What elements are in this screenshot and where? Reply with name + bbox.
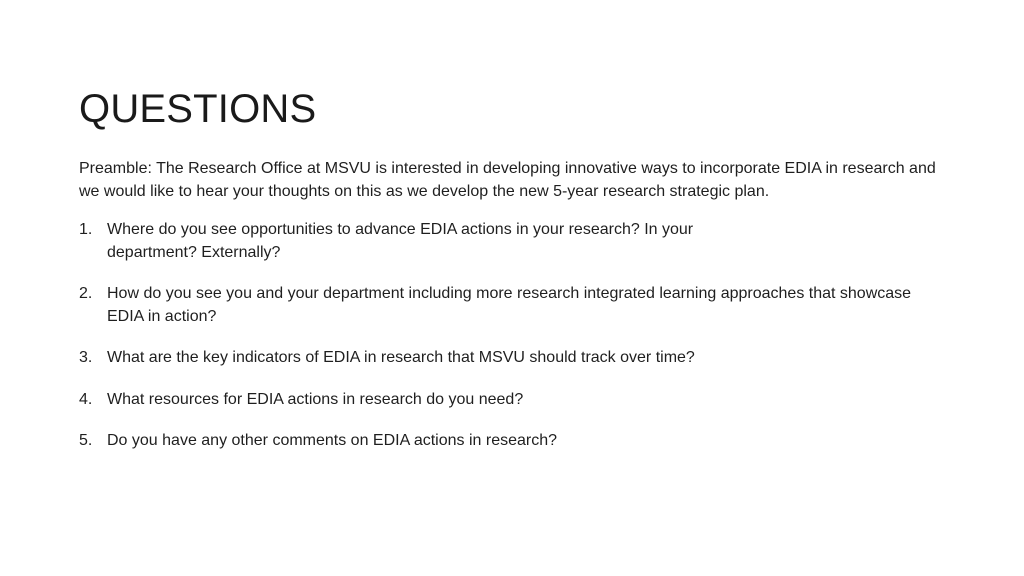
slide-content	[79, 158, 959, 472]
preamble-text: Preamble: The Research Office at MSVU is interested in developing innovative ways to incorporate EDIA in research and we would like to hear your thoughts on this as we develop the new 5-year research strategic plan.	[79, 160, 936, 200]
question-item-2	[79, 283, 959, 328]
question-number: 3.	[79, 349, 93, 366]
question-text: How do you see you and your department including more research integrated learning approaches that showcase EDIA in action?	[107, 285, 912, 325]
question-item-1	[79, 219, 959, 264]
question-text: Where do you see opportunities to advance EDIA actions in your research? In your department? Externally?	[107, 221, 694, 261]
questions-list	[79, 219, 959, 453]
question-item-4	[79, 389, 959, 412]
question-number: 1.	[79, 221, 93, 238]
slide-title: QUESTIONS	[79, 86, 317, 131]
question-number: 2.	[79, 285, 93, 302]
question-item-5	[79, 430, 959, 453]
question-item-3	[79, 347, 959, 370]
question-text: Do you have any other comments on EDIA actions in research?	[107, 432, 558, 449]
question-text: What are the key indicators of EDIA in research that MSVU should track over time?	[107, 349, 695, 366]
question-text: What resources for EDIA actions in research do you need?	[107, 390, 524, 408]
question-number: 5.	[79, 432, 93, 449]
question-number: 4.	[79, 390, 93, 408]
